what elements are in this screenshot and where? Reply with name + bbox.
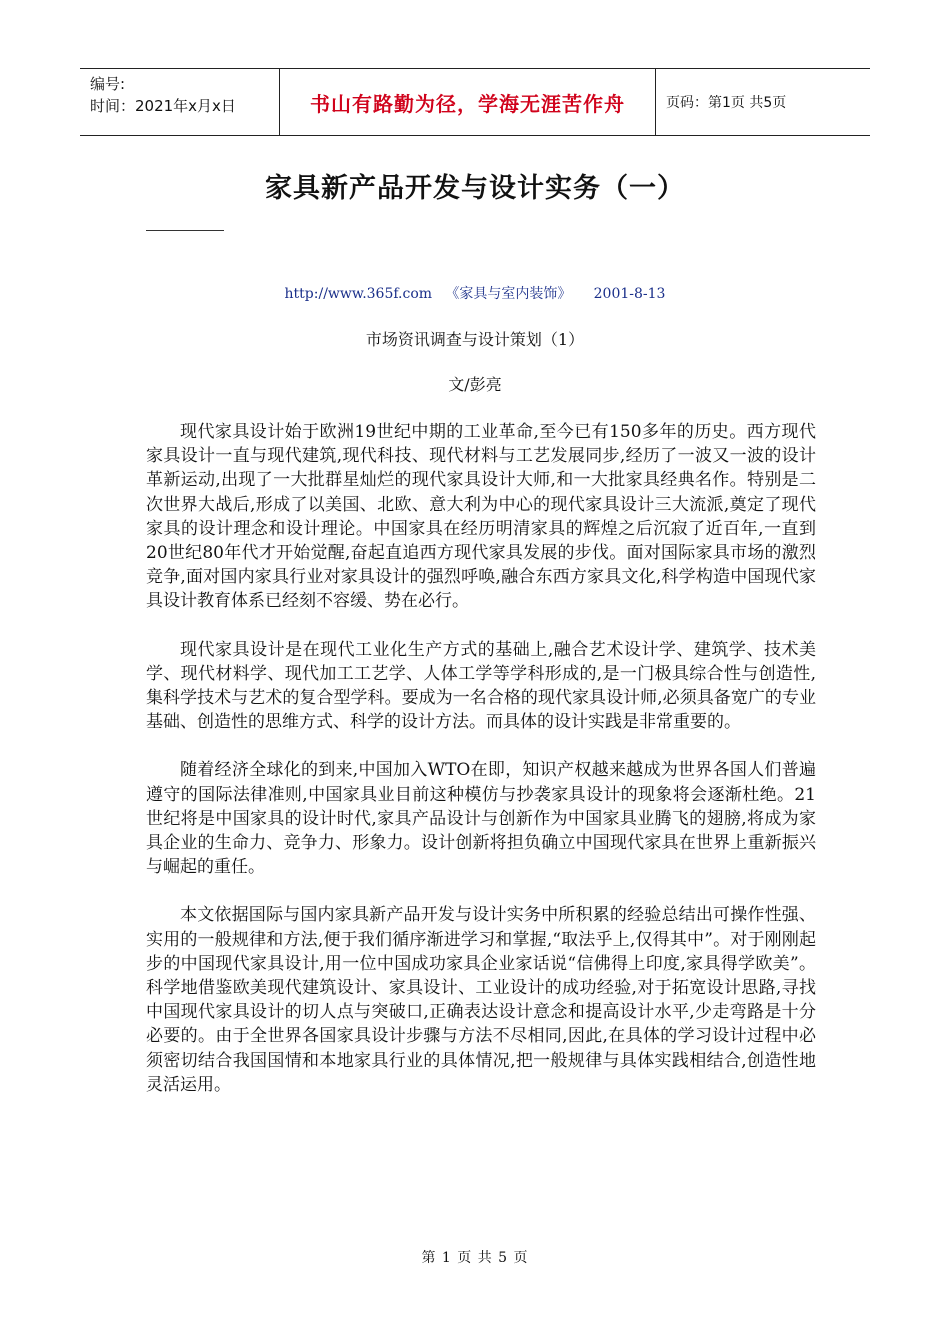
header-motto: 书山有路勤为径，学海无涯苦作舟 (280, 69, 656, 135)
header-page-info: 页码：第1页 共5页 (666, 95, 787, 111)
header-table (80, 68, 870, 136)
article-body (146, 420, 816, 1121)
number-label: 编号: (90, 75, 126, 93)
paragraph: 随着经济全球化的到来,中国加入WTO在即，知识产权越来越成为世界各国人们普遍遵守的国际法律准则,中国家具业目前这种模仿与抄袭家具设计的现象将会逐渐杜绝。21世纪将是中国家具的设计时代,家具产品设计与创新作为中国家具业腾飞的翅膀,将成为家具企业的生命力、竞争力、形象力。设计创新将担负确立中国现代家具在世界上重新振兴与崛起的重任。 (146, 760, 816, 878)
page-footer: 第 1 页 共 5 页 (421, 1250, 529, 1266)
time-label: 时间：2021年x月x日 (90, 97, 236, 115)
header-meta (80, 69, 280, 135)
paragraph: 现代家具设计是在现代工业化生产方式的基础上,融合艺术设计学、建筑学、技术美学、现代材料学、现代加工工艺学、人体工学等学科形成的,是一门极具综合性与创造性,集科学技术与艺术的复合型学科。要成为一名合格的现代家具设计师,必须具备宽广的专业基础、创造性的思维方式、科学的设计方法。而具体的设计实践是非常重要的。 (146, 639, 816, 733)
paragraph: 现代家具设计始于欧洲19世纪中期的工业革命,至今已有150多年的历史。西方现代家具设计一直与现代建筑,现代科技、现代材料与工艺发展同步,经历了一波又一波的设计革新运动,出现了一大批群星灿烂的现代家具设计大师,和一大批家具经典名作。特别是二次世界大战后,形成了以美国、北欧、意大利为中心的现代家具设计三大流派,奠定了现代家具的设计理念和设计理论。中国家具在经历明清家具的辉煌之后沉寂了近百年,一直到20世纪80年代才开始觉醒,奋起直追西方现代家具发展的步伐。面对国际家具市场的激烈竞争,面对国内家具行业对家具设计的强烈呼唤,融合东西方家具文化,科学构造中国现代家具设计教育体系已经刻不容缓、势在必行。 (146, 422, 816, 612)
author: 文/彭亮 (448, 375, 502, 394)
title-rule (146, 230, 224, 231)
source-line: http://www.365f.com 《家具与室内装饰》 2001-8-13 (284, 286, 666, 302)
document-title: 家具新产品开发与设计实务（一） (265, 173, 685, 204)
subtitle: 市场资讯调查与设计策划（1） (365, 330, 585, 349)
paragraph: 本文依据国际与国内家具新产品开发与设计实务中所积累的经验总结出可操作性强、实用的一般规律和方法,便于我们循序渐进学习和掌握,“取法乎上,仅得其中”。对于刚刚起步的中国现代家具设计,用一位中国成功家具企业家话说“信佛得上印度,家具得学欧美”。科学地借鉴欧美现代建筑设计、家具设计、工业设计的成功经验,对于拓宽设计思路,寻找中国现代家具设计的切人点与突破口,正确表达设计意念和提高设计水平,少走弯路是十分必要的。由于全世界各国家具设计步骤与方法不尽相同,因此,在具体的学习设计过程中必须密切结合我国国情和本地家具行业的具体情况,把一般规律与具体实践相结合,创造性地灵活运用。 (146, 905, 816, 1095)
